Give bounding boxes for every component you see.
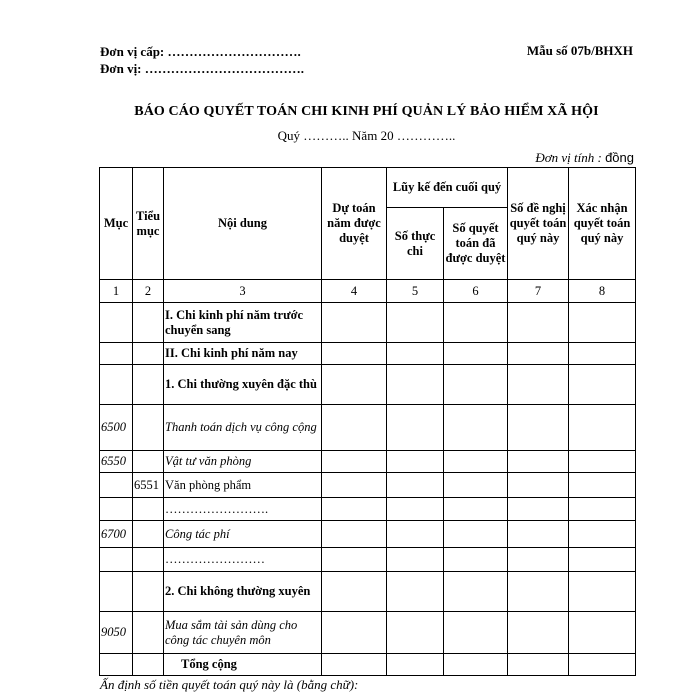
table-row bbox=[100, 451, 636, 473]
header-muc: Mục bbox=[100, 168, 133, 280]
row-description: Vật tư văn phòng bbox=[165, 454, 252, 468]
tieu-muc-cell bbox=[133, 451, 164, 473]
muc-cell bbox=[100, 498, 133, 521]
noi-dung-cell bbox=[164, 343, 322, 365]
unit-value: đồng bbox=[605, 150, 634, 165]
muc-cell bbox=[100, 572, 133, 612]
report-period: Quý ……….. Năm 20 ………….. bbox=[277, 128, 456, 143]
row-description: …………………… bbox=[165, 552, 265, 566]
noi-dung-cell bbox=[164, 521, 322, 548]
column-number: 2 bbox=[133, 280, 164, 303]
noi-dung-cell bbox=[164, 365, 322, 405]
noi-dung-cell bbox=[164, 612, 322, 654]
table-row bbox=[100, 612, 636, 654]
noi-dung-cell bbox=[164, 572, 322, 612]
column-number: 8 bbox=[569, 280, 636, 303]
header-so-de-nghi: Số đề nghị quyết toán quý này bbox=[508, 168, 569, 280]
tieu-muc-cell bbox=[133, 572, 164, 612]
currency-unit-note bbox=[535, 150, 634, 166]
column-number: 1 bbox=[100, 280, 133, 303]
header-noi-dung: Nội dung bbox=[164, 168, 322, 280]
noi-dung-cell bbox=[164, 548, 322, 572]
row-description: Mua sắm tài sản dùng cho công tác chuyên môn bbox=[165, 617, 298, 647]
total-label: Tổng cộng bbox=[181, 657, 237, 671]
form-number: Mẫu số 07b/BHXH bbox=[526, 43, 633, 58]
tieu-muc-cell bbox=[133, 498, 164, 521]
table-row bbox=[100, 548, 636, 572]
row-description: 1. Chi thường xuyên đặc thù bbox=[165, 377, 317, 391]
muc-cell: 9050 bbox=[100, 612, 133, 654]
noi-dung-cell bbox=[164, 473, 322, 498]
row-description: Văn phòng phẩm bbox=[165, 477, 252, 492]
table-row bbox=[100, 521, 636, 548]
total-label-cell bbox=[164, 654, 322, 676]
row-description: 2. Chi không thường xuyên bbox=[165, 584, 311, 598]
column-number: 4 bbox=[322, 280, 387, 303]
unit-label: Đơn vị tính : bbox=[535, 150, 602, 165]
tieu-muc-cell bbox=[133, 521, 164, 548]
header-left bbox=[100, 43, 304, 77]
header-so-quyet-toan: Số quyết toán đã được duyệt bbox=[444, 208, 508, 280]
header-du-toan: Dự toán năm được duyệt bbox=[322, 168, 387, 280]
column-number-row bbox=[100, 280, 636, 303]
unit-line: Đơn vị: ………………………………. bbox=[100, 61, 305, 76]
total-row bbox=[100, 654, 636, 676]
issuer-line: Đơn vị cấp: …………………………. bbox=[100, 44, 301, 59]
row-description: Công tác phí bbox=[165, 526, 230, 541]
header-luy-ke: Lũy kế đến cuối quý bbox=[387, 168, 508, 208]
table-row bbox=[100, 473, 636, 498]
muc-cell bbox=[100, 548, 133, 572]
muc-cell bbox=[100, 343, 133, 365]
noi-dung-cell bbox=[164, 405, 322, 451]
noi-dung-cell bbox=[164, 498, 322, 521]
row-description: ……………………. bbox=[165, 501, 269, 516]
tieu-muc-cell bbox=[133, 405, 164, 451]
amount-in-words-note: Ấn định số tiền quyết toán quý này là (bằng chữ): bbox=[100, 677, 359, 692]
muc-cell: 6700 bbox=[100, 521, 133, 548]
muc-cell: 6550 bbox=[100, 451, 133, 473]
column-number: 5 bbox=[387, 280, 444, 303]
column-number: 3 bbox=[164, 280, 322, 303]
muc-cell bbox=[100, 473, 133, 498]
table-row bbox=[100, 405, 636, 451]
report-title: BÁO CÁO QUYẾT TOÁN CHI KINH PHÍ QUẢN LÝ BẢO HIỂM XÃ HỘI bbox=[134, 104, 599, 119]
row-description: I. Chi kinh phí năm trước chuyển sang bbox=[165, 307, 304, 337]
header-xac-nhan: Xác nhận quyết toán quý này bbox=[569, 168, 636, 280]
table-row bbox=[100, 365, 636, 405]
tieu-muc-cell bbox=[133, 365, 164, 405]
tieu-muc-cell bbox=[133, 548, 164, 572]
noi-dung-cell bbox=[164, 303, 322, 343]
header-tieu-muc: Tiểu mục bbox=[133, 168, 164, 280]
tieu-muc-cell bbox=[133, 612, 164, 654]
column-number: 7 bbox=[508, 280, 569, 303]
column-number: 6 bbox=[444, 280, 508, 303]
table-row bbox=[100, 303, 636, 343]
tieu-muc-cell bbox=[133, 343, 164, 365]
tieu-muc-cell bbox=[133, 303, 164, 343]
row-description: Thanh toán dịch vụ công cộng bbox=[165, 420, 317, 434]
table-row bbox=[100, 572, 636, 612]
table-row bbox=[100, 498, 636, 521]
settlement-table bbox=[99, 167, 636, 676]
muc-cell bbox=[100, 303, 133, 343]
muc-cell: 6500 bbox=[100, 405, 133, 451]
tieu-muc-cell: 6551 bbox=[133, 473, 164, 498]
row-description: II. Chi kinh phí năm nay bbox=[165, 346, 298, 360]
header-so-thuc-chi: Số thực chi bbox=[387, 208, 444, 280]
noi-dung-cell bbox=[164, 451, 322, 473]
table-row bbox=[100, 343, 636, 365]
muc-cell bbox=[100, 365, 133, 405]
